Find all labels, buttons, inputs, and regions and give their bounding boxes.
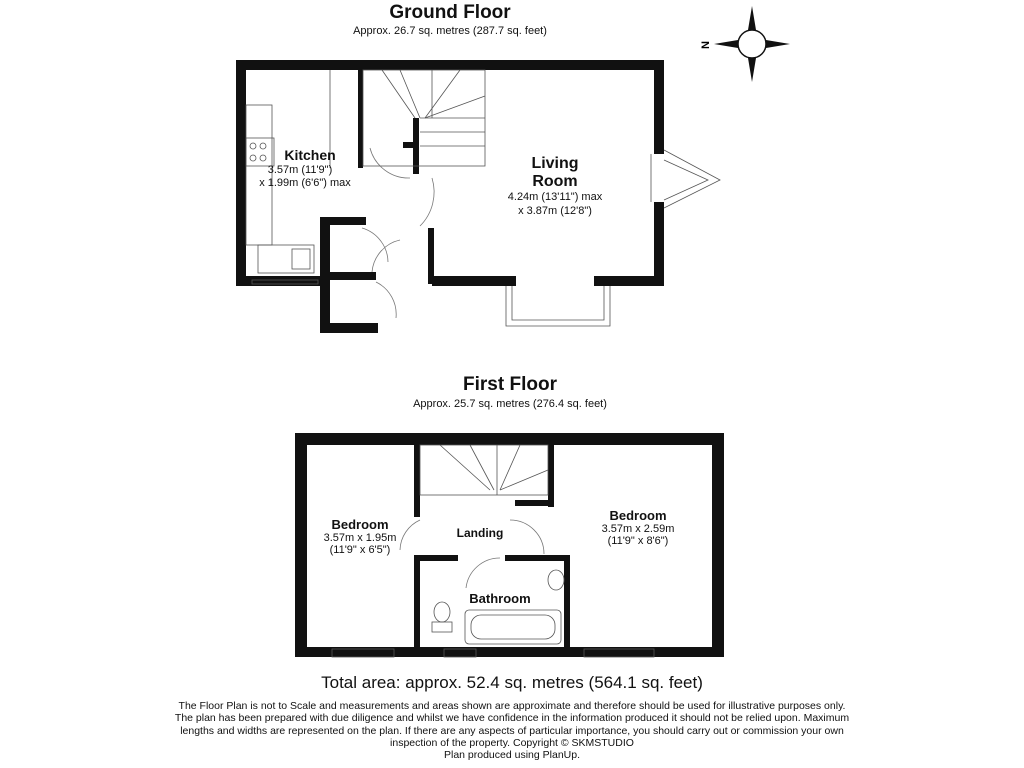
disclaimer-line: The Floor Plan is not to Scale and measurements and areas shown are approximate and therefore should be used for illustrative purposes only.	[178, 700, 846, 712]
bay-window-bottom	[506, 286, 610, 326]
living-room-label-2: Room	[532, 173, 578, 190]
living-room-dim-1: 4.24m (13'11") max	[507, 191, 603, 203]
kitchen-dim-2: x 1.99m (6'6") max	[259, 177, 351, 189]
ground-floor-title: Ground Floor	[389, 2, 511, 23]
bedroom-1-dim-1: 3.57m x 1.95m	[323, 532, 397, 544]
ground-floor-area: Approx. 26.7 sq. metres (287.7 sq. feet)	[353, 25, 547, 37]
ground-floor-doors	[362, 148, 434, 318]
disclaimer-line: Plan produced using PlanUp.	[443, 749, 580, 762]
living-room-label-1: Living	[531, 155, 579, 172]
bathroom-label: Bathroom	[469, 591, 531, 606]
bedroom-1-label: Bedroom	[331, 517, 389, 532]
landing-label: Landing	[456, 526, 504, 540]
ground-floor-stairs	[363, 70, 485, 166]
bedroom-1-dim-2: (11'9" x 6'5")	[329, 544, 391, 556]
first-floor-area: Approx. 25.7 sq. metres (276.4 sq. feet)	[413, 398, 607, 410]
first-floor-title: First Floor	[463, 374, 557, 395]
disclaimer-line: lengths and widths are represented on the plan. If there are any aspects of particular importance, you should carry out or commission your own	[180, 724, 844, 737]
total-area: Total area: approx. 52.4 sq. metres (564.1 sq. feet)	[321, 673, 703, 692]
bedroom-2-dim-2: (11'9" x 8'6")	[607, 535, 669, 547]
bedroom-2-label: Bedroom	[609, 508, 667, 523]
disclaimer-line: The plan has been prepared with due diligence and whilst we have confidence in the information produced it should not be relied upon. Maximum	[174, 712, 850, 725]
compass-icon	[700, 6, 790, 82]
compass-north-label: N	[700, 41, 712, 49]
disclaimer-line: inspection of the property. Copyright © SKMSTUDIO	[390, 736, 634, 749]
kitchen-dim-1: 3.57m (11'9")	[267, 164, 333, 176]
disclaimer	[112, 700, 912, 761]
bathroom-fittings	[432, 570, 564, 644]
kitchen-label: Kitchen	[284, 147, 336, 163]
living-room-dim-2: x 3.87m (12'8")	[518, 205, 592, 217]
bay-window-right	[651, 150, 720, 208]
first-floor-stairs	[420, 445, 548, 495]
bedroom-2-dim-1: 3.57m x 2.59m	[601, 523, 675, 535]
